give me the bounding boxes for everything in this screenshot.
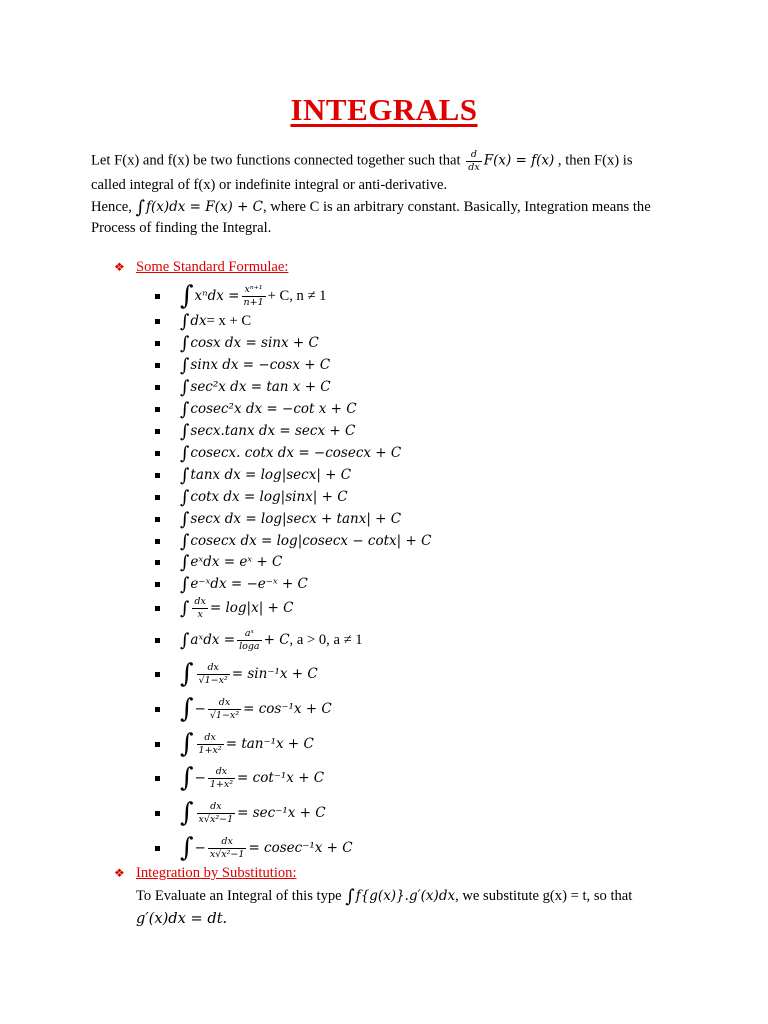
formula-fraction: [197, 663, 230, 685]
square-bullet-icon: [155, 429, 160, 434]
intro-line-3: [91, 197, 691, 219]
frac-num: dx: [197, 733, 224, 745]
intro-line-4: Process of finding the Integral.: [91, 220, 272, 236]
formula-item: [155, 574, 308, 594]
integral-sign: ∫: [180, 694, 194, 724]
frac-num: dx: [208, 698, 241, 710]
square-bullet-icon: [155, 811, 160, 816]
square-bullet-icon: [155, 385, 160, 390]
formula-rhs: = sin⁻¹x + C: [231, 666, 318, 682]
frac-den: dx: [468, 161, 480, 173]
substitution-expr: f{g(x)}.g′(x)dx: [355, 888, 456, 904]
formula-item: [155, 399, 357, 419]
hence-expr: f(x)dx = F(x) + C: [145, 199, 263, 215]
formula-item: [155, 355, 330, 375]
integral-sign: ∫: [180, 486, 190, 508]
square-bullet-icon: [155, 776, 160, 781]
integral-sign: ∫: [180, 508, 190, 530]
integral-sign: ∫: [180, 798, 194, 828]
intro-line-2: called integral of f(x) or indefinite integral or anti-derivative.: [91, 177, 448, 193]
diamond-bullet-icon: ❖: [114, 260, 125, 274]
formula-tail: + C, n ≠ 1: [267, 287, 327, 304]
formula-item: [155, 465, 351, 485]
formula-lhs: −: [194, 770, 206, 786]
square-bullet-icon: [155, 539, 160, 544]
formula-lhs: −: [194, 840, 206, 856]
section-heading-formulae: [114, 259, 288, 276]
formula-fraction: [242, 285, 266, 307]
formula-fraction: [192, 597, 207, 619]
substitution-text: To Evaluate an Integral of this type: [136, 888, 346, 904]
formula-fraction: [208, 698, 241, 720]
frac-num: aˣ: [237, 629, 262, 641]
integral-sign: ∫: [180, 332, 190, 354]
formula-item: [155, 659, 318, 689]
formula-item: [155, 281, 327, 311]
square-bullet-icon: [155, 495, 160, 500]
integral-sign: ∫: [180, 376, 190, 398]
integral-sign: ∫: [180, 629, 190, 651]
frac-den: n+1: [243, 296, 264, 308]
square-bullet-icon: [155, 672, 160, 677]
square-bullet-icon: [155, 473, 160, 478]
formula-item: [155, 552, 282, 572]
frac-den: x√x²−1: [209, 848, 245, 860]
square-bullet-icon: [155, 294, 160, 299]
integral-sign: ∫: [180, 597, 190, 619]
formula-lhs: e⁻ˣdx = −e⁻ˣ + C: [190, 576, 308, 592]
frac-den: √1−x²: [209, 709, 240, 721]
square-bullet-icon: [155, 451, 160, 456]
formula-item: [155, 509, 401, 529]
square-bullet-icon: [155, 606, 160, 611]
formula-fraction: [237, 629, 262, 651]
formula-rhs: = cot⁻¹x + C: [237, 770, 325, 786]
formula-lhs: cosec²x dx = −cot x + C: [190, 401, 357, 417]
formula-item: [155, 729, 314, 759]
formula-tail: = x + C: [206, 312, 252, 329]
substitution-line-2: g′(x)dx = dt.: [136, 910, 228, 927]
intro-line-1: [91, 150, 691, 172]
frac-den: x√x²−1: [198, 813, 234, 825]
formula-rhs: = sec⁻¹x + C: [237, 805, 326, 821]
formula-fraction: [208, 767, 235, 789]
frac-num: d: [466, 150, 481, 162]
frac-num: xⁿ⁺¹: [242, 285, 266, 297]
formula-item: [155, 694, 332, 724]
formula-lhs: sec²x dx = tan x + C: [190, 379, 331, 395]
intro-text: Hence,: [91, 199, 136, 215]
formula-item: [155, 333, 319, 353]
formula-lhs: cosx dx = sinx + C: [190, 335, 319, 351]
formula-lhs: aˣdx =: [190, 632, 236, 648]
formula-item: [155, 763, 325, 793]
square-bullet-icon: [155, 407, 160, 412]
integral-sign: ∫: [180, 420, 190, 442]
formula-item: [155, 377, 331, 397]
formula-rhs: = cos⁻¹x + C: [243, 701, 332, 717]
square-bullet-icon: [155, 319, 160, 324]
frac-den: 1+x²: [198, 744, 222, 756]
integral-sign: ∫: [180, 729, 194, 759]
formula-lhs: sinx dx = −cosx + C: [190, 357, 331, 373]
integral-sign: ∫: [180, 763, 194, 793]
integral-sign: ∫: [180, 281, 194, 311]
square-bullet-icon: [155, 742, 160, 747]
formula-item: [155, 630, 363, 650]
formula-tail: , a > 0, a ≠ 1: [289, 631, 363, 648]
substitution-line-1: [136, 886, 696, 908]
frac-num: dx: [194, 596, 206, 607]
formula-lhs: secx.tanx dx = secx + C: [190, 423, 356, 439]
integral-sign: ∫: [345, 886, 355, 907]
formula-item: [155, 421, 355, 441]
section-label: Some Standard Formulae:: [136, 259, 289, 275]
integral-sign: ∫: [180, 551, 190, 573]
integral-sign: ∫: [135, 197, 145, 218]
integral-sign: ∫: [180, 573, 190, 595]
square-bullet-icon: [155, 363, 160, 368]
section-label: Integration by Substitution:: [136, 865, 297, 881]
intro-text: , then F(x) is: [554, 152, 633, 169]
frac-num: dx: [208, 767, 235, 779]
frac-den: loga: [239, 640, 260, 652]
formula-lhs: eˣdx = eˣ + C: [190, 554, 283, 570]
formula-item: [155, 311, 251, 331]
formula-lhs: −: [194, 701, 206, 717]
formula-rhs: = log|x| + C: [209, 600, 294, 616]
formula-item: [155, 833, 353, 863]
frac-num: dx: [208, 837, 247, 849]
frac-den: 1+x²: [209, 778, 234, 790]
formula-item: [155, 487, 348, 507]
integral-sign: ∫: [180, 833, 194, 863]
integral-sign: ∫: [180, 354, 190, 376]
formula-item: [155, 798, 326, 828]
derivative-expr: F(x) = f(x): [483, 152, 555, 169]
integral-sign: ∫: [180, 398, 190, 420]
formula-lhs: secx dx = log|secx + tanx| + C: [190, 511, 402, 527]
frac-den: √1−x²: [198, 674, 228, 686]
square-bullet-icon: [155, 560, 160, 565]
formula-item: [155, 531, 431, 551]
formula-fraction: [208, 837, 247, 859]
square-bullet-icon: [155, 638, 160, 643]
formula-lhs: dx: [190, 313, 207, 329]
frac-den: x: [197, 608, 203, 620]
intro-text: , where C is an arbitrary constant. Basically, Integration means the: [263, 199, 651, 215]
frac-num: dx: [197, 802, 236, 814]
formula-rhs: + C: [263, 632, 290, 648]
diamond-bullet-icon: ❖: [114, 866, 125, 880]
integral-sign: ∫: [180, 530, 190, 552]
formula-item: [155, 443, 401, 463]
integral-sign: ∫: [180, 310, 190, 332]
intro-text: Let F(x) and f(x) be two functions connected together such that: [91, 152, 465, 169]
square-bullet-icon: [155, 707, 160, 712]
substitution-text: , we substitute g(x) = t, so that: [455, 888, 633, 904]
formula-lhs: cotx dx = log|sinx| + C: [190, 489, 348, 505]
square-bullet-icon: [155, 341, 160, 346]
formula-rhs: = tan⁻¹x + C: [225, 736, 314, 752]
square-bullet-icon: [155, 846, 160, 851]
square-bullet-icon: [155, 582, 160, 587]
integral-sign: ∫: [180, 464, 190, 486]
formula-fraction: [197, 802, 236, 824]
integral-sign: ∫: [180, 659, 194, 689]
page-title: INTEGRALS: [290, 92, 478, 127]
section-heading-substitution: [114, 865, 297, 882]
formula-lhs: cosecx. cotx dx = −cosecx + C: [190, 445, 402, 461]
formula-rhs: = cosec⁻¹x + C: [248, 840, 353, 856]
formula-lhs: cosecx dx = log|cosecx − cotx| + C: [190, 533, 432, 549]
formula-item: [155, 598, 293, 618]
formula-fraction: [197, 733, 224, 755]
square-bullet-icon: [155, 517, 160, 522]
formula-lhs: xⁿdx =: [194, 288, 240, 304]
derivative-fraction: [466, 150, 481, 172]
integral-sign: ∫: [180, 442, 190, 464]
frac-num: dx: [197, 663, 230, 675]
formula-lhs: tanx dx = log|secx| + C: [190, 467, 352, 483]
